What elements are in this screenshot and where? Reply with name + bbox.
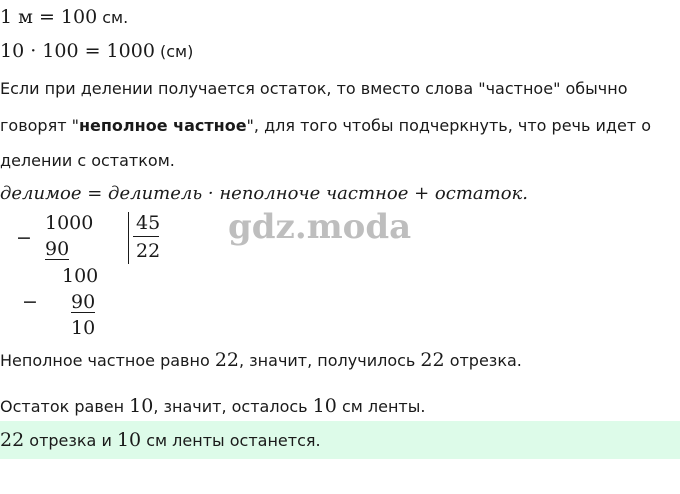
paragraph-line-2-pre: говорят " bbox=[0, 116, 79, 135]
answer-mid: отрезка и bbox=[24, 431, 117, 450]
meter-unit: см. bbox=[97, 8, 129, 27]
result-remainder-cm-number: 10 bbox=[312, 395, 337, 417]
paragraph-line-2-post: ", для того чтобы подчеркнуть, что речь идет о bbox=[246, 116, 652, 135]
subtrahend-1 bbox=[45, 238, 69, 260]
result-quotient-post: отрезка. bbox=[444, 351, 522, 370]
subtrahend-2 bbox=[71, 291, 95, 313]
multiplication-unit: (см) bbox=[154, 42, 194, 61]
result-quotient-pre: Неполное частное равно bbox=[0, 351, 215, 370]
line-multiplication bbox=[0, 40, 193, 62]
meter-equation: 1 м = 100 bbox=[0, 6, 98, 28]
result-quotient-line bbox=[0, 349, 522, 371]
result-segments-number: 22 bbox=[420, 349, 445, 371]
answer-number-segments: 22 bbox=[0, 429, 25, 451]
watermark-logo: gdz.moda bbox=[228, 207, 412, 247]
divisor: 45 bbox=[136, 212, 161, 234]
paragraph-line-3: делении с остатком. bbox=[0, 151, 175, 170]
result-remainder-pre: Остаток равен bbox=[0, 397, 130, 416]
answer-number-cm: 10 bbox=[116, 429, 142, 451]
answer-post: см ленты останется. bbox=[141, 431, 321, 450]
bold-term: неполное частное bbox=[78, 116, 247, 135]
minus-sign-2: − bbox=[22, 291, 38, 313]
result-remainder-mid: , значит, осталось bbox=[153, 397, 313, 416]
remainder-1: 100 bbox=[62, 265, 99, 287]
division-vertical-bar bbox=[128, 212, 129, 264]
quotient: 22 bbox=[136, 240, 161, 262]
line-meter-to-cm bbox=[0, 6, 128, 28]
dividend: 1000 bbox=[45, 212, 94, 234]
subtrahend-1-value: 90 bbox=[45, 238, 70, 260]
subtrahend-2-value: 90 bbox=[71, 291, 96, 313]
paragraph-line-2 bbox=[0, 116, 651, 135]
minus-sign-1: − bbox=[16, 227, 32, 249]
division-formula: делимое = делитель · неполноче частное + остаток. bbox=[0, 183, 529, 204]
multiplication-equation: 10 · 100 = 1000 bbox=[0, 40, 155, 62]
answer-line bbox=[0, 429, 321, 451]
paragraph-line-1: Если при делении получается остаток, то вместо слова "частное" обычно bbox=[0, 79, 628, 98]
result-quotient-number: 22 bbox=[214, 349, 239, 371]
result-remainder-line bbox=[0, 395, 425, 417]
result-remainder-number: 10 bbox=[129, 395, 154, 417]
divisor-underline bbox=[133, 236, 159, 237]
remainder-2: 10 bbox=[71, 317, 96, 339]
result-remainder-post: см ленты. bbox=[336, 397, 426, 416]
result-quotient-mid: , значит, получилось bbox=[239, 351, 421, 370]
